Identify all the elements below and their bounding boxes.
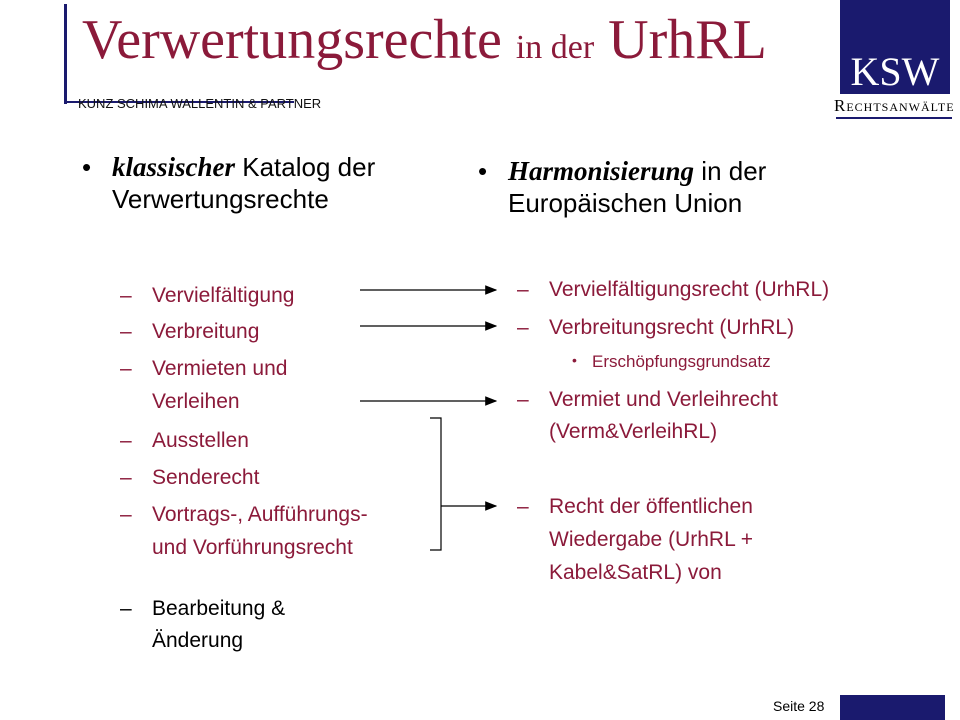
left-item-cont: Verleihen <box>152 390 240 413</box>
bullet-icon: • <box>82 152 92 182</box>
right-item-cont: Wiedergabe (UrhRL + <box>549 528 754 551</box>
footer-box <box>840 695 945 720</box>
left-item: – Verbreitung <box>120 320 260 343</box>
left-item-cont: Änderung <box>152 629 244 652</box>
right-item: – Vermiet und Verleihrecht <box>517 388 778 411</box>
left-heading-rest2: Verwertungsrechte <box>112 183 329 214</box>
title-end: UrhRL <box>608 9 767 71</box>
left-item: – Bearbeitung & <box>120 597 286 620</box>
left-heading-rest1: Katalog der <box>235 152 376 182</box>
right-item-cont: (Verm&VerleihRL) <box>549 420 718 443</box>
left-item: – Vervielfältigung <box>120 284 295 307</box>
left-item-cont: und Vorführungsrecht <box>152 536 353 559</box>
title-small: in der <box>515 29 595 66</box>
right-item: – Recht der öffentlichen <box>517 495 753 518</box>
page-number: Seite 28 <box>773 698 825 714</box>
right-item-cont: Kabel&SatRL) von <box>549 561 722 584</box>
left-item: – Senderecht <box>120 466 260 489</box>
right-heading-rest2: Europäischen Union <box>508 187 743 218</box>
bracket <box>430 418 441 550</box>
left-heading-emph: klassischer <box>112 152 236 182</box>
bullet-icon: • <box>478 156 488 186</box>
right-heading-rest1: in der <box>694 156 767 186</box>
right-subitem: • Erschöpfungsgrundsatz <box>572 352 771 371</box>
right-item: – Verbreitungsrecht (UrhRL) <box>517 316 795 339</box>
left-item: – Vortrags-, Aufführungs- <box>120 503 368 526</box>
title-main: Verwertungsrechte <box>82 9 502 71</box>
left-item: – Ausstellen <box>120 429 249 452</box>
right-heading-emph: Harmonisierung <box>508 156 695 186</box>
firm-name: KUNZ SCHIMA WALLENTIN & PARTNER <box>78 96 322 111</box>
right-item: – Vervielfältigungsrecht (UrhRL) <box>517 278 830 301</box>
left-item: – Vermieten und <box>120 357 288 380</box>
logo-subtitle: Rechtsanwälte <box>834 96 955 115</box>
logo: KSW <box>850 49 940 94</box>
